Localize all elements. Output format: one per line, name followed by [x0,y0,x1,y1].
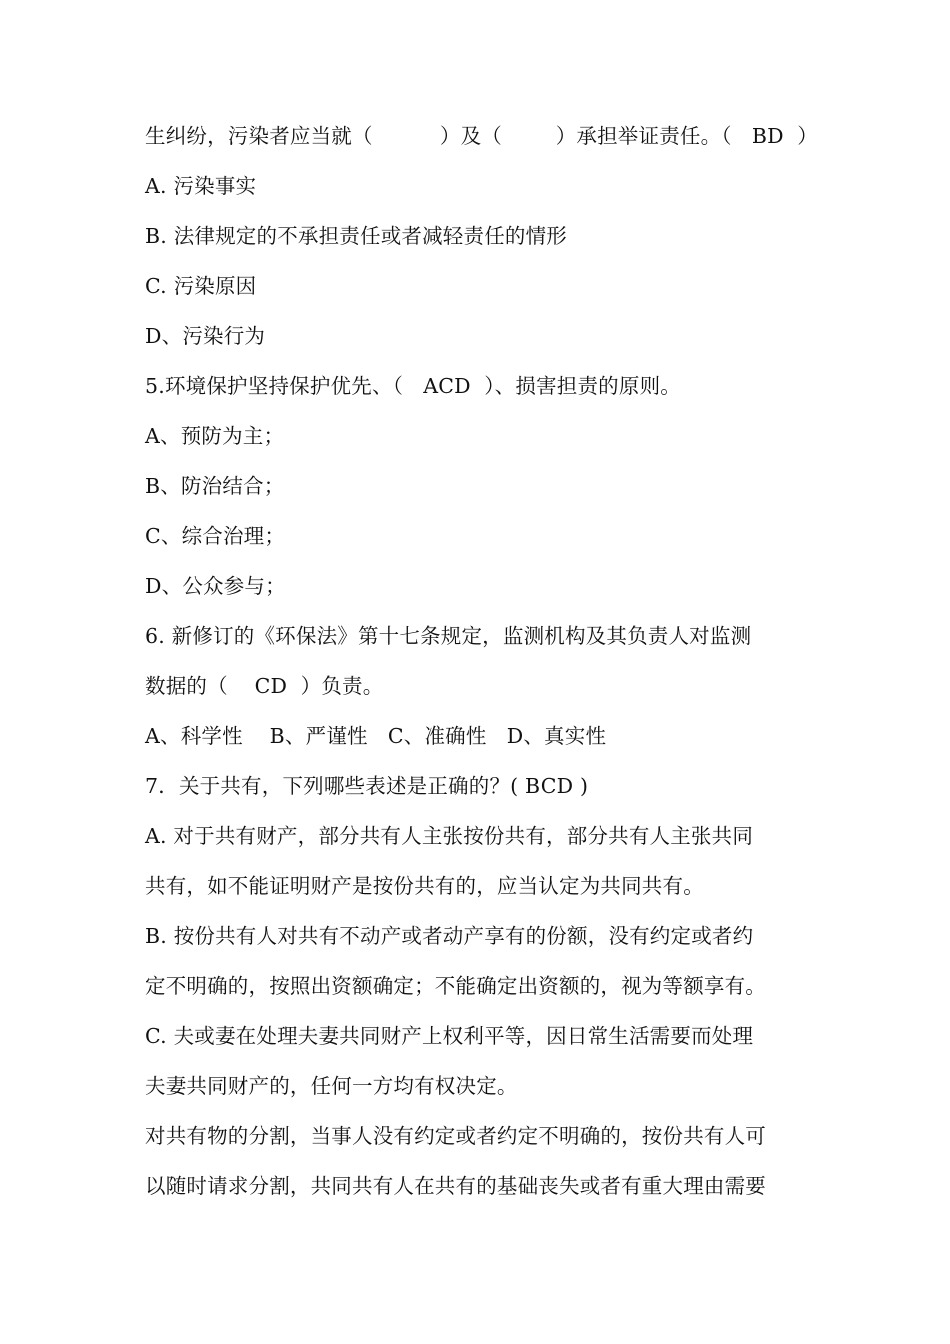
document-body [145,111,818,1211]
question-7-option-c-line-2: 夫妻共同财产的，任何一方均有权决定。 [145,1074,518,1098]
question-7-option-a-line-2: 共有，如不能证明财产是按份共有的，应当认定为共同共有。 [145,874,704,898]
question-7-option-a-line-1: A. 对于共有财产，部分共有人主张按份共有，部分共有人主张共同 [145,824,754,848]
option-c: C. 污染原因 [145,274,257,298]
option-b: B. 法律规定的不承担责任或者减轻责任的情形 [145,224,567,248]
question-5-option-c: C、综合治理； [145,524,286,548]
question-7-option-d-line-1: 对共有物的分割，当事人没有约定或者约定不明确的，按份共有人可 [145,1124,766,1148]
question-6-line-1: 6. 新修订的《环保法》第十七条规定，监测机构及其负责人对监测 [145,624,752,648]
question-6-options: A、科学性 B、严谨性 C、准确性 D、真实性 [145,724,607,748]
question-6-line-2: 数据的（ CD ）负责。 [145,674,384,698]
question-5: 5.环境保护坚持保护优先、（ ACD ）、损害担责的原则。 [145,374,681,398]
question-5-option-a: A、预防为主； [145,424,285,448]
question-7-option-b-line-1: B. 按份共有人对共有不动产或者动产享有的份额，没有约定或者约 [145,924,754,948]
option-d: D、污染行为 [145,324,266,348]
question-7-option-d-line-2: 以随时请求分割，共同共有人在共有的基础丧失或者有重大理由需要 [145,1174,766,1198]
question-5-option-d: D、公众参与； [145,574,286,598]
question-7: 7．关于共有，下列哪些表述是正确的？( BCD ) [145,774,589,798]
question-7-option-b-line-2: 定不明确的，按照出资额确定；不能确定出资额的，视为等额享有。 [145,974,766,998]
text-line-question-continued: 生纠纷，污染者应当就（ ）及（ ）承担举证责任。（ BD ） [145,124,818,148]
question-5-option-b: B、防治结合； [145,474,285,498]
option-a: A. 污染事实 [145,174,257,198]
question-7-option-c-line-1: C. 夫或妻在处理夫妻共同财产上权利平等，因日常生活需要而处理 [145,1024,754,1048]
